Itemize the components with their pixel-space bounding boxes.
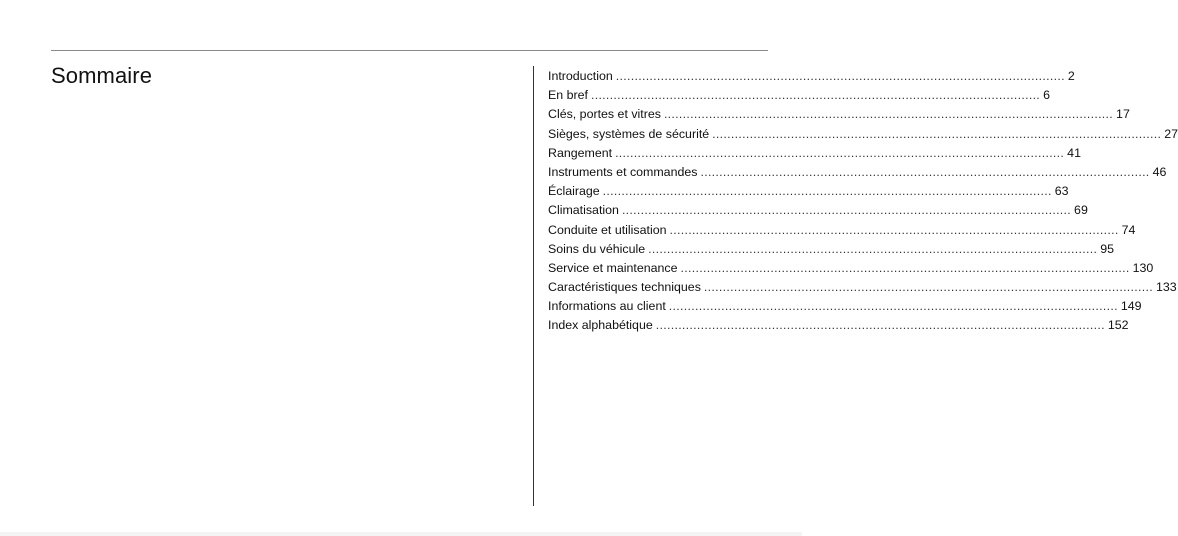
toc-entry-label: Sièges, systèmes de sécurité xyxy=(548,126,710,141)
toc-entry-label: Informations au client xyxy=(548,299,666,314)
page-title: Sommaire xyxy=(51,63,153,88)
toc-entry-page: 149 xyxy=(1120,299,1142,314)
dot-leader: ........................................................................................................................ xyxy=(663,107,1114,122)
toc-entry-label: Introduction xyxy=(548,69,613,83)
toc-entry[interactable] xyxy=(548,259,1154,278)
dot-leader: ........................................................................................................................ xyxy=(712,126,1162,141)
toc-entry-label: Rangement xyxy=(548,145,613,160)
dot-leader: ........................................................................................................................ xyxy=(700,164,1150,179)
dot-leader: ........................................................................................................................ xyxy=(590,88,1041,103)
toc-entry-label: Instruments et commandes xyxy=(548,164,698,179)
toc-entry-label: Éclairage xyxy=(548,184,600,199)
toc-entry-page: 69 xyxy=(1074,203,1088,218)
toc-entry-page: 152 xyxy=(1107,318,1129,333)
top-rule xyxy=(51,50,768,51)
toc-entry[interactable] xyxy=(548,163,1167,182)
toc-entry-label: Climatisation xyxy=(548,203,619,218)
bottom-strip xyxy=(0,532,802,536)
dot-leader: ........................................................................................................................ xyxy=(602,184,1052,199)
toc-entry-page: 95 xyxy=(1100,241,1115,256)
toc-entry-page: 63 xyxy=(1054,184,1069,199)
dot-leader: ........................................................................................................................ xyxy=(669,222,1119,237)
toc-entry-label: En bref xyxy=(548,88,588,103)
toc-entry[interactable] xyxy=(548,125,1178,144)
dot-leader: ........................................................................................................................ xyxy=(615,145,1065,160)
toc-entry-page: 46 xyxy=(1152,164,1167,179)
dot-leader: ........................................................................................................................ xyxy=(680,260,1130,275)
toc-entry-page: 74 xyxy=(1121,222,1136,237)
toc-entry[interactable] xyxy=(548,221,1136,240)
dot-leader: ........................................................................................................................ xyxy=(615,69,1065,83)
dot-leader: ........................................................................................................................ xyxy=(648,241,1098,256)
toc-entry[interactable] xyxy=(548,182,1069,201)
toc-entry[interactable] xyxy=(548,67,1075,86)
table-of-contents xyxy=(548,67,1178,336)
toc-entry[interactable] xyxy=(548,240,1115,259)
toc-entry[interactable] xyxy=(548,105,1130,124)
toc-entry-label: Clés, portes et vitres xyxy=(548,107,661,122)
dot-leader: ........................................................................................................................ xyxy=(621,203,1072,218)
dot-leader: ........................................................................................................................ xyxy=(703,280,1154,295)
toc-entry-label: Conduite et utilisation xyxy=(548,222,667,237)
toc-entry-page: 130 xyxy=(1132,260,1154,275)
toc-entry-page: 27 xyxy=(1164,126,1178,141)
toc-entry-label: Service et maintenance xyxy=(548,260,678,275)
toc-entry[interactable] xyxy=(548,278,1177,297)
toc-entry[interactable] xyxy=(548,297,1142,316)
toc-entry-label: Index alphabétique xyxy=(548,318,653,333)
toc-entry[interactable] xyxy=(548,201,1088,220)
toc-entry-page: 41 xyxy=(1067,145,1081,160)
dot-leader: ........................................................................................................................ xyxy=(655,318,1105,333)
toc-entry-label: Soins du véhicule xyxy=(548,241,646,256)
toc-entry[interactable] xyxy=(548,144,1081,163)
toc-entry[interactable] xyxy=(548,316,1129,335)
toc-entry-page: 133 xyxy=(1156,280,1177,295)
toc-entry-page: 6 xyxy=(1043,88,1050,103)
toc-entry[interactable] xyxy=(548,86,1050,105)
toc-entry-label: Caractéristiques techniques xyxy=(548,280,701,295)
toc-entry-page: 2 xyxy=(1067,69,1075,83)
column-divider xyxy=(533,66,534,506)
dot-leader: ........................................................................................................................ xyxy=(668,299,1118,314)
toc-entry-page: 17 xyxy=(1116,107,1130,122)
